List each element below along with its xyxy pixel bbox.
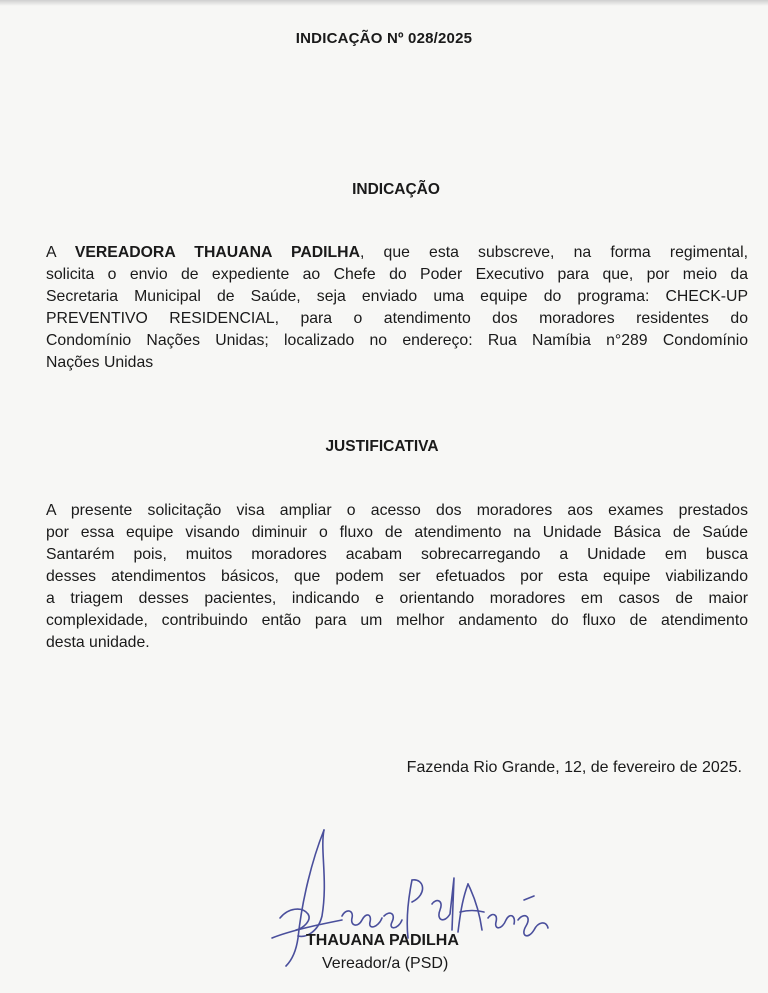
paragraph-line: a triagem desses pacientes, indicando e orientando moradores em casos de maior [46,590,748,607]
paragraph-line [46,242,748,264]
document-number-title: INDICAÇÃO Nº 028/2025 [295,30,473,47]
line-prefix: A [46,244,75,261]
paragraph-line: complexidade, contribuindo então para um melhor andamento do fluxo de atendimento [46,612,748,629]
indicacao-paragraph [46,242,748,374]
paragraph-line: PREVENTIVO RESIDENCIAL, para o atendimento dos moradores residentes do [46,310,748,327]
paragraph-line: por essa equipe visando diminuir o fluxo de atendimento na Unidade Básica de Saúde [46,524,748,541]
date-line: Fazenda Rio Grande, 12, de fevereiro de 2025. [406,759,742,776]
signer-role: Vereador/a (PSD) [322,955,449,972]
paragraph-line: Secretaria Municipal de Saúde, seja enviado uma equipe do programa: CHECK-UP [46,288,748,305]
paragraph-line: solicita o envio de expediente ao Chefe do Poder Executivo para que, por meio da [46,266,748,283]
councilor-name: VEREADORA THAUANA PADILHA [74,244,361,261]
justificativa-heading: JUSTIFICATIVA [325,438,439,455]
indicacao-heading: INDICAÇÃO [352,181,440,198]
paragraph-line: desta unidade. [46,634,150,651]
signer-name: THAUANA PADILHA [306,932,459,949]
paragraph-line: Nações Unidas [46,354,154,371]
justificativa-paragraph [46,500,748,654]
paragraph-line: A presente solicitação visa ampliar o acesso dos moradores aos exames prestados [46,502,748,519]
paragraph-line: Santarém pois, muitos moradores acabam sobrecarregando a Unidade em busca [46,546,748,563]
line-suffix: , que esta subscreve, na forma regimental, [360,244,748,261]
paragraph-line: desses atendimentos básicos, que podem ser efetuados por esta equipe viabilizando [46,568,748,585]
paragraph-line: Condomínio Nações Unidas; localizado no endereço: Rua Namíbia n°289 Condomínio [46,332,748,349]
page-top-edge [0,0,768,6]
